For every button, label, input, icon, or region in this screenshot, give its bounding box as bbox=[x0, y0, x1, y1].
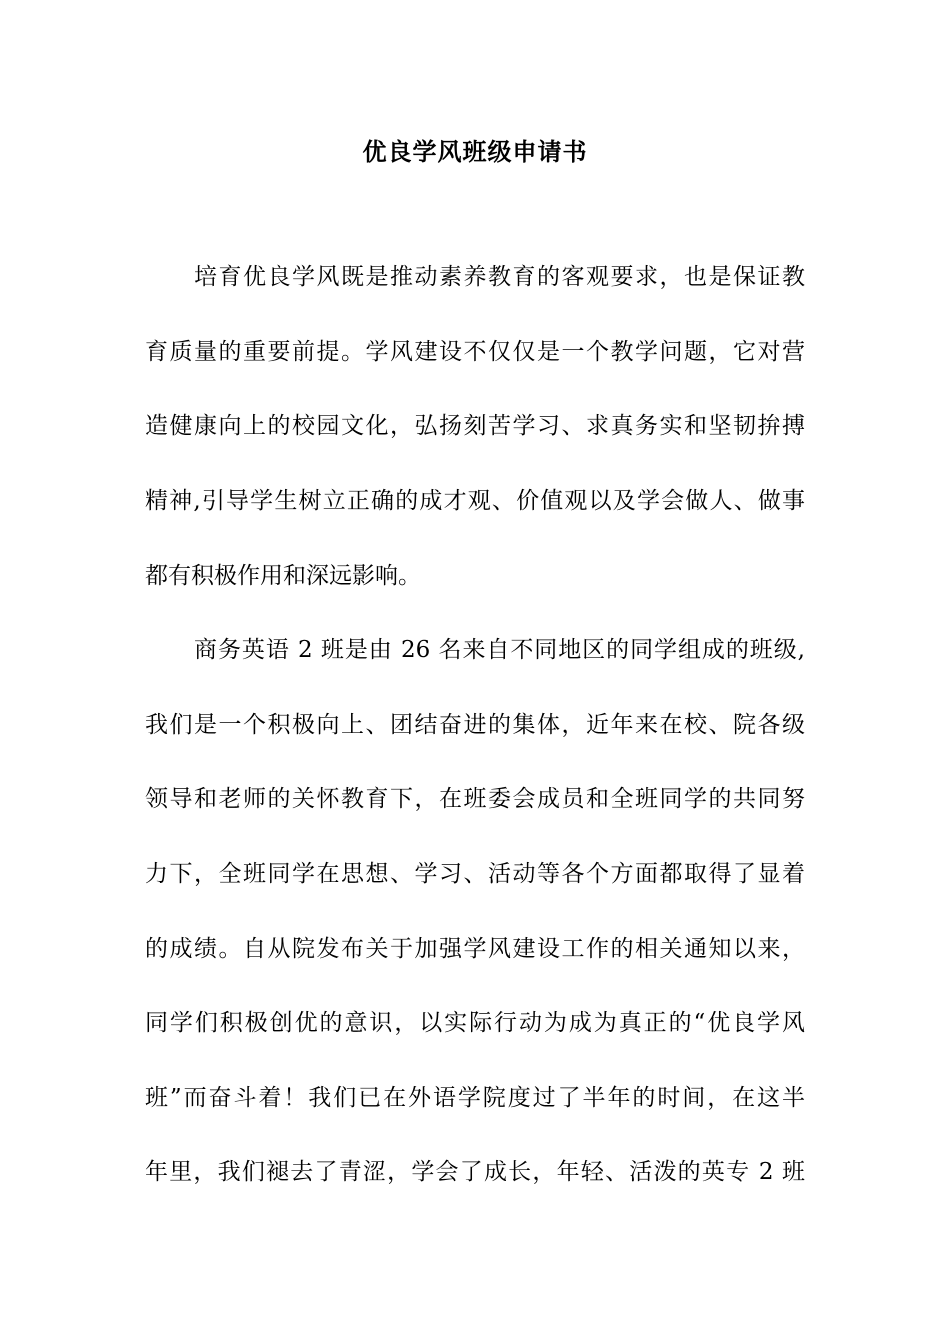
paragraph-2-line-4: 力下，全班同学在思想、学习、活动等各个方面都取得了显着 bbox=[145, 861, 805, 887]
paragraph-1-line-3: 造健康向上的校园文化，弘扬刻苦学习、求真务实和坚韧拚搏 bbox=[145, 413, 805, 439]
paragraph-1-line-4: 精神,引导学生树立正确的成才观、价值观以及学会做人、做事 bbox=[145, 488, 805, 514]
paragraph-2-line-2: 我们是一个积极向上、团结奋进的集体，近年来在校、院各级 bbox=[145, 712, 805, 738]
document-title: 优良学风班级申请书 bbox=[362, 137, 588, 166]
paragraph-2-line-8: 年里，我们褪去了青涩，学会了成长，年轻、活泼的英专 2 班 bbox=[145, 1159, 805, 1185]
paragraph-1-line-5: 都有积极作用和深远影响。 bbox=[145, 563, 421, 589]
paragraph-2-line-5: 的成绩。自从院发布关于加强学风建设工作的相关通知以来， bbox=[145, 936, 805, 962]
paragraph-2-line-6: 同学们积极创优的意识，以实际行动为成为真正的“优良学风 bbox=[145, 1010, 805, 1036]
paragraph-1-line-1: 培育优良学风既是推动素养教育的客观要求，也是保证教 bbox=[194, 264, 805, 290]
paragraph-2-line-7: 班”而奋斗着！我们已在外语学院度过了半年的时间，在这半 bbox=[145, 1085, 805, 1111]
paragraph-2-line-1: 商务英语 2 班是由 26 名来自不同地区的同学组成的班级, bbox=[194, 637, 805, 663]
paragraph-1-line-2: 育质量的重要前提。学风建设不仅仅是一个教学问题，它对营 bbox=[145, 339, 805, 365]
paragraph-2-line-3: 领导和老师的关怀教育下，在班委会成员和全班同学的共同努 bbox=[145, 786, 805, 812]
